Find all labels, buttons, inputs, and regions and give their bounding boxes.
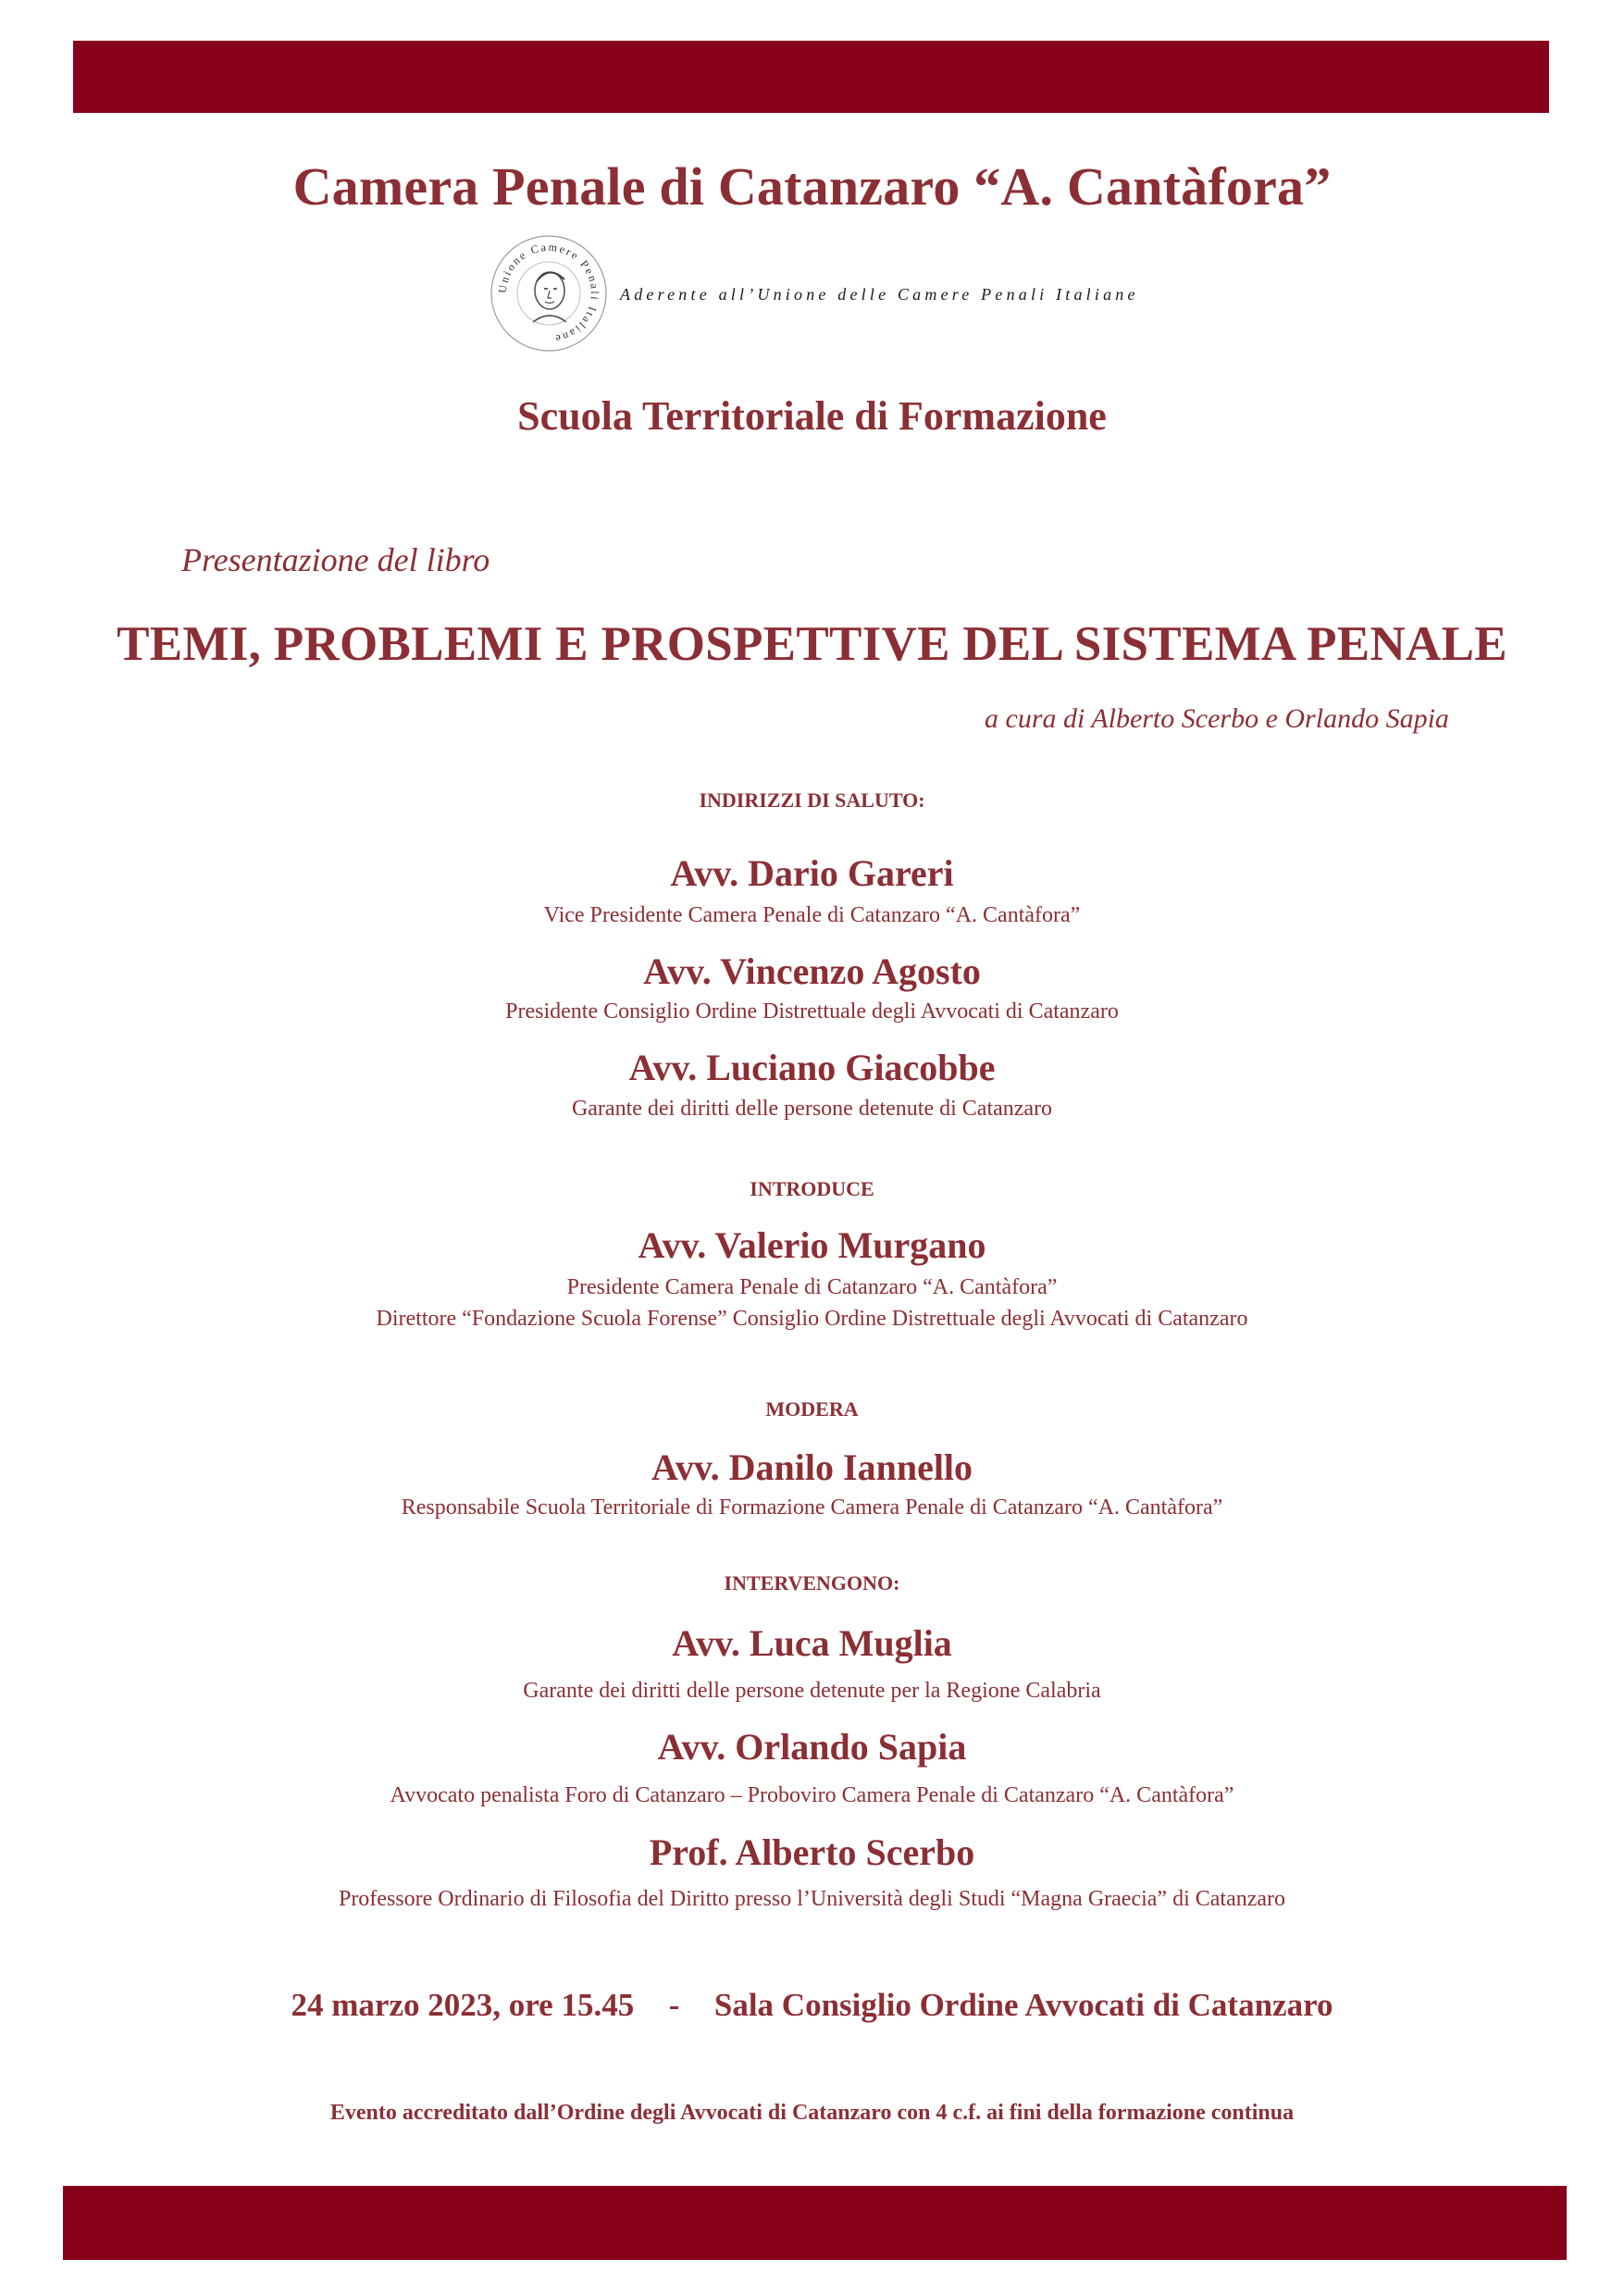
greetings-label: INDIRIZZI DI SALUTO: — [699, 788, 925, 812]
book-editors: a cura di Alberto Scerbo e Orlando Sapia — [985, 703, 1449, 734]
event-date-time: 24 marzo 2023, ore 15.45 — [291, 1987, 635, 2023]
moderator-name: Avv. Danilo Iannello — [651, 1446, 973, 1488]
book-intro: Presentazione del libro — [181, 541, 490, 578]
top-band — [73, 41, 1549, 113]
introduction-speaker-name: Avv. Valerio Murgano — [638, 1224, 986, 1266]
introduction-label: INTRODUCE — [750, 1177, 874, 1200]
speaker-role: Professore Ordinario di Filosofia del Diritto presso l’Università degli Studi “Magna Graecia” di Catanzaro — [338, 1887, 1286, 1911]
affiliation-row — [489, 233, 1192, 354]
school-title: Scuola Territoriale di Formazione — [517, 393, 1107, 439]
camera-penale-logo-icon — [489, 233, 609, 354]
event-date-venue — [0, 1987, 1624, 2024]
speaker-role: Garante dei diritti delle persone detenute per la Regione Calabria — [523, 1679, 1101, 1703]
greeting-speaker-name: Avv. Vincenzo Agosto — [643, 950, 981, 992]
bottom-band — [63, 2186, 1567, 2260]
introduction-speaker-role: Presidente Camera Penale di Catanzaro “A. Cantàfora” — [566, 1275, 1058, 1299]
moderator-role: Responsabile Scuola Territoriale di Formazione Camera Penale di Catanzaro “A. Cantàfora” — [401, 1496, 1223, 1520]
speakers-label: INTERVENGONO: — [724, 1571, 900, 1595]
greeting-speaker-name: Avv. Dario Gareri — [670, 852, 954, 894]
greeting-speaker-role: Presidente Consiglio Ordine Distrettuale degli Avvocati di Catanzaro — [505, 999, 1119, 1024]
event-venue: Sala Consiglio Ordine Avvocati di Catanzaro — [713, 1987, 1333, 2023]
event-separator: - — [668, 1987, 680, 2023]
introduction-speaker-role: Direttore “Fondazione Scuola Forense” Consiglio Ordine Distrettuale degli Avvocati di Catanzaro — [376, 1307, 1248, 1331]
speaker-name: Prof. Alberto Scerbo — [649, 1831, 975, 1873]
moderator-label: MODERA — [765, 1397, 859, 1421]
greeting-speaker-role: Garante dei diritti delle persone detenute di Catanzaro — [571, 1097, 1053, 1121]
greeting-speaker-name: Avv. Luciano Giacobbe — [628, 1047, 996, 1088]
affiliation-text: Aderente all’Unione delle Camere Penali Italiane — [620, 285, 1139, 304]
greeting-speaker-role: Vice Presidente Camera Penale di Catanzaro “A. Cantàfora” — [543, 903, 1081, 927]
accreditation-note: Evento accreditato dall’Ordine degli Avvocati di Catanzaro con 4 c.f. ai fini della formazione continua — [329, 2101, 1295, 2125]
svg-text:Unione Camere Penali Italiane: Unione Camere Penali Italiane — [495, 240, 602, 346]
organization-title: Camera Penale di Catanzaro “A. Cantàfora” — [292, 156, 1332, 217]
book-title: TEMI, PROBLEMI E PROSPETTIVE DEL SISTEMA PENALE — [117, 617, 1507, 671]
speaker-name: Avv. Orlando Sapia — [657, 1726, 967, 1768]
speaker-name: Avv. Luca Muglia — [672, 1622, 952, 1664]
speaker-role: Avvocato penalista Foro di Catanzaro – Proboviro Camera Penale di Catanzaro “A. Cantàfora” — [390, 1783, 1234, 1807]
